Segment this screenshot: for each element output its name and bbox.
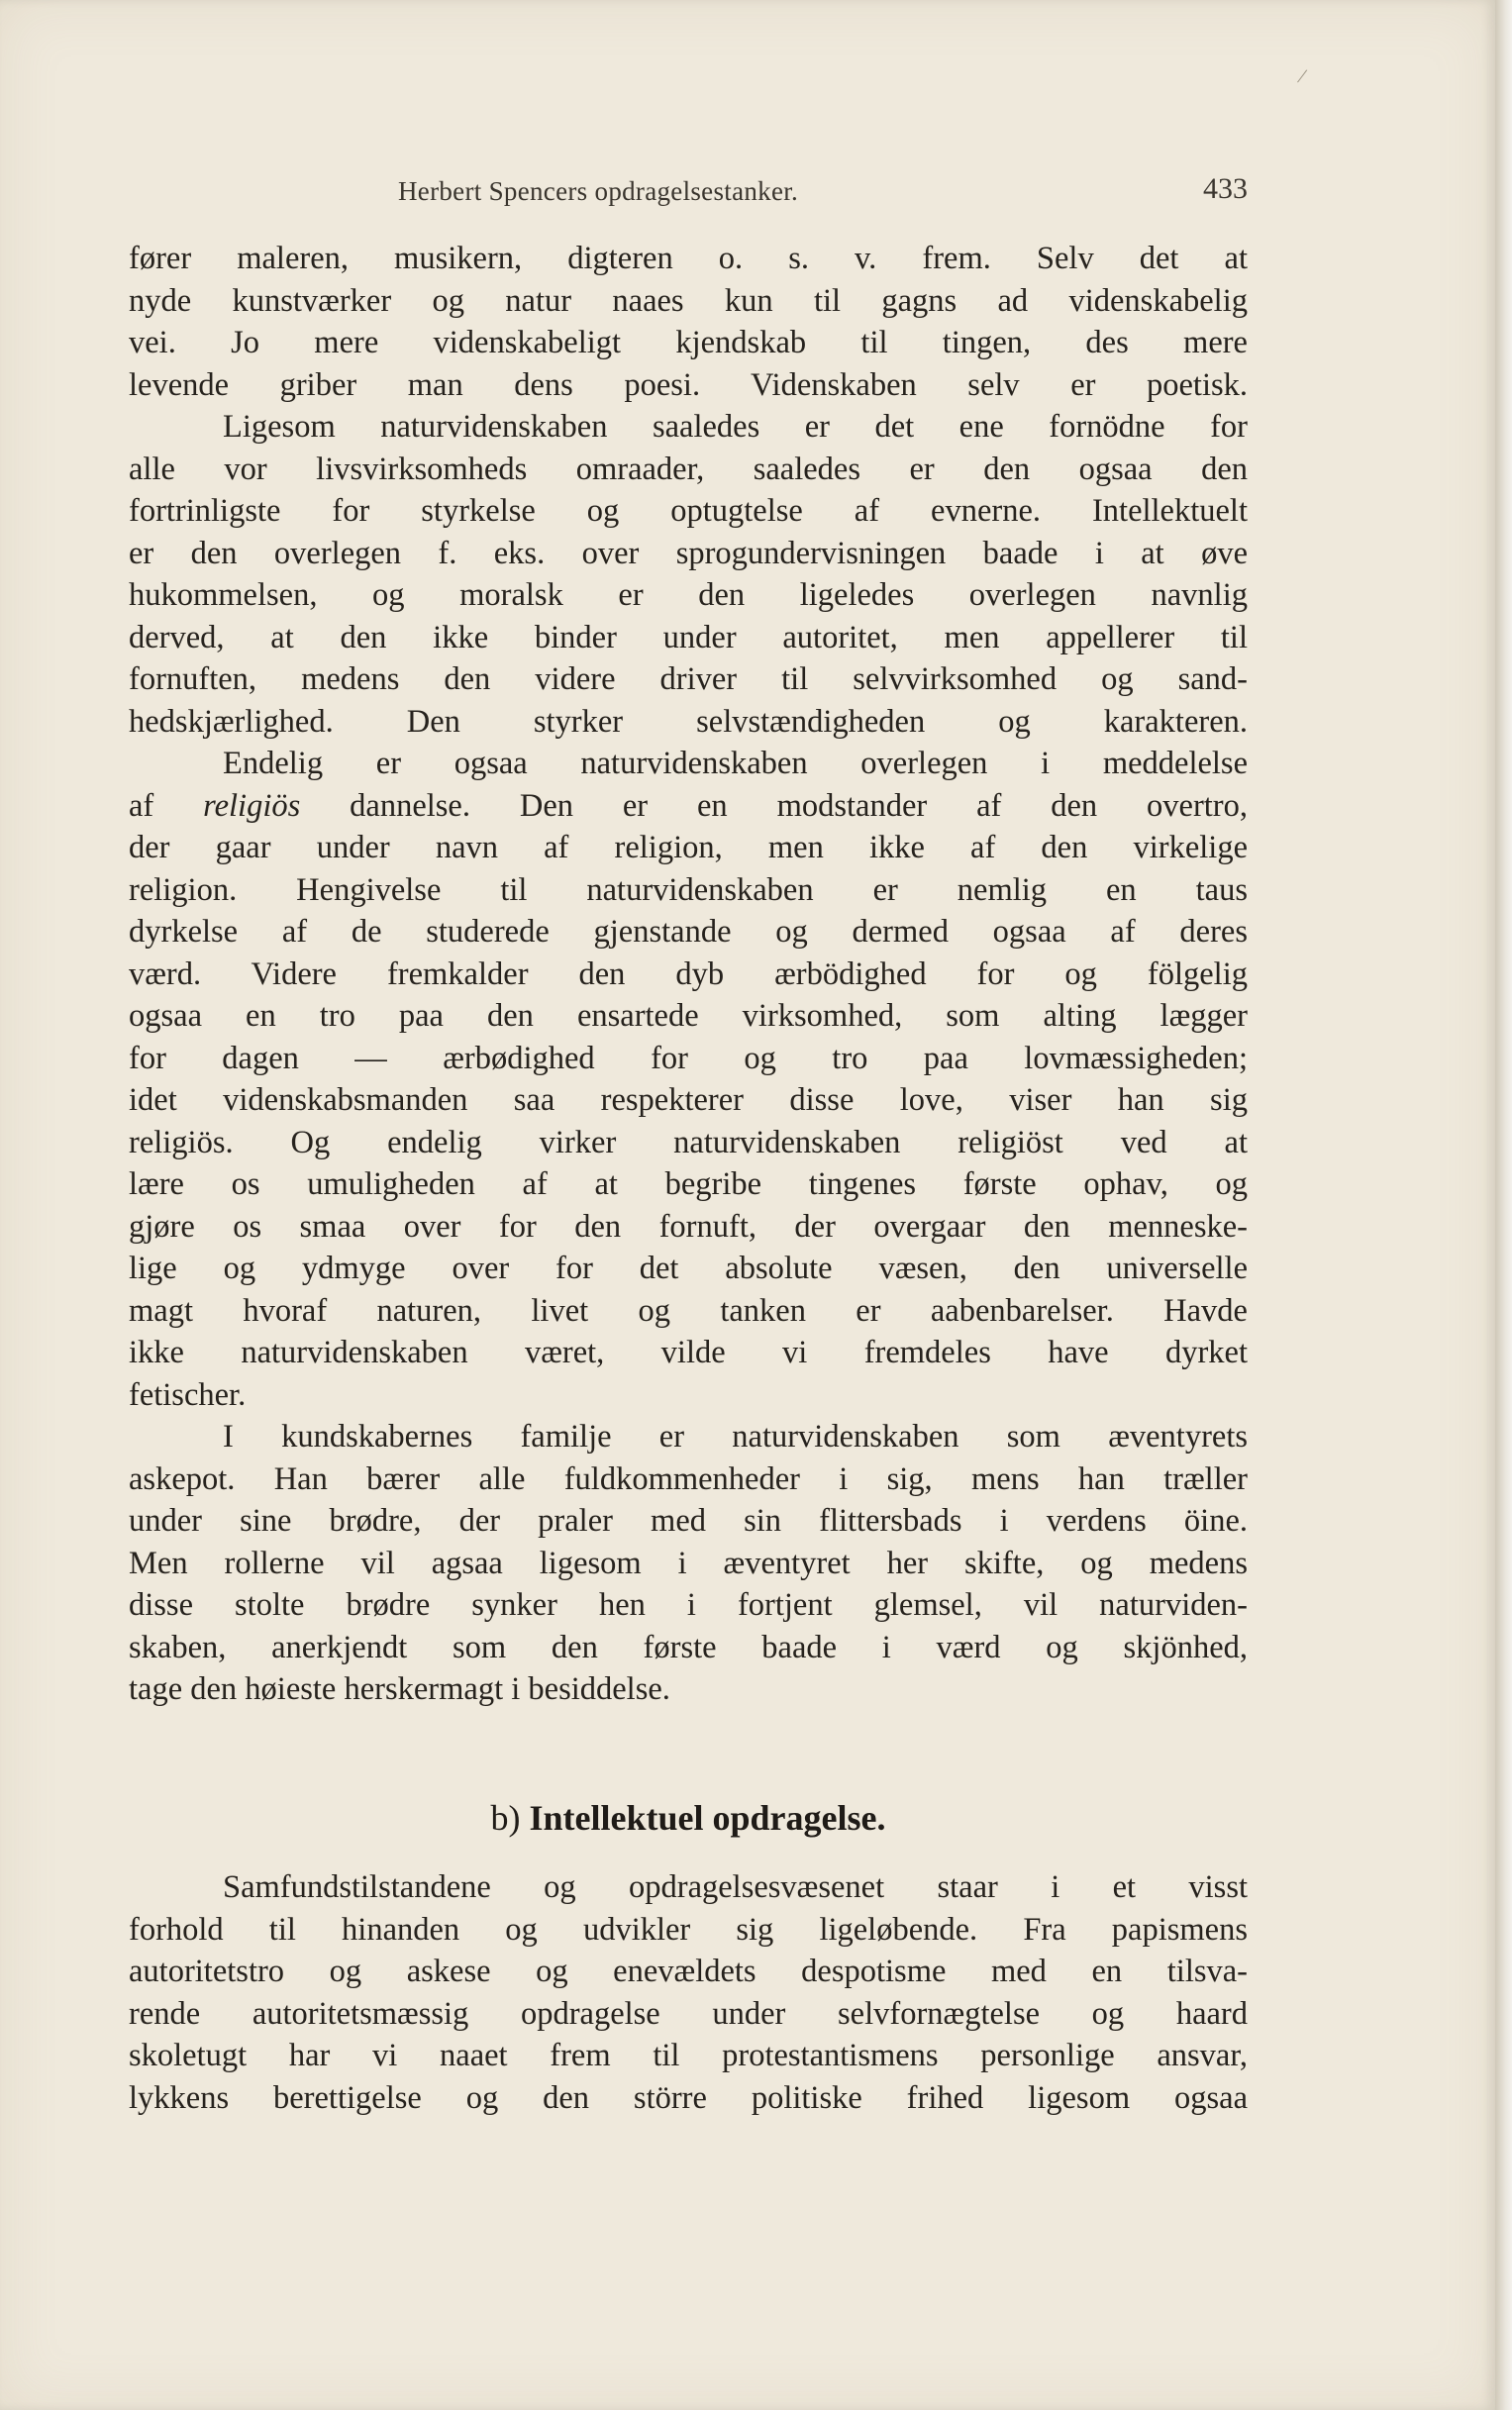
text-line: hukommelsen, og moralsk er den ligeledes overlegen navnlig: [129, 577, 1248, 613]
text-line: religion. Hengivelse til naturvidenskaben er nemlig en taus: [129, 871, 1248, 908]
text-line: rende autoritetsmæssig opdragelse under selvfornægtelse og haard: [129, 1995, 1248, 2032]
paragraph-start-line: Samfundstilstandene og opdragelsesvæsenet staar i et visst: [223, 1869, 1248, 1905]
body-text-section-2: [129, 1866, 1248, 2119]
text-line: askepot. Han bærer alle fuldkommenheder i sig, mens han træller: [129, 1460, 1248, 1497]
text-line: lige og ydmyge over for det absolute væsen, den universelle: [129, 1251, 1248, 1286]
body-text-section-1: [129, 238, 1248, 1711]
text-line-with-italic: [129, 785, 1248, 828]
text-line: hedskjærlighed. Den styrker selvstændigheden og karakteren.: [129, 703, 1248, 740]
text-line: religiös. Og endelig virker naturvidenskaben religiöst ved at: [129, 1124, 1248, 1160]
paragraph-end-line: tage den høieste herskermagt i besiddelse.: [129, 1671, 670, 1707]
text-line: dyrkelse af de studerede gjenstande og dermed ogsaa af deres: [129, 914, 1248, 950]
running-title: Herbert Spencers opdragelsestanker.: [398, 176, 799, 206]
line-prefix: af: [129, 787, 154, 824]
text-line: der gaar under navn af religion, men ikke af den virkelige: [129, 830, 1248, 865]
text-line: forhold til hinanden og udvikler sig ligeløbende. Fra papismens: [129, 1911, 1248, 1948]
section-heading-prefix: b): [490, 1798, 521, 1838]
section-heading: [129, 1797, 1248, 1839]
text-line: er den overlegen f. eks. over sprogundervisningen baade i at øve: [129, 535, 1248, 571]
text-line: magt hvoraf naturen, livet og tanken er aabenbarelser. Havde: [129, 1292, 1248, 1329]
page-edge: [1495, 0, 1512, 2410]
text-line: gjøre os smaa over for den fornuft, der overgaar den menneske-: [129, 1208, 1248, 1245]
italic-word: religiös: [203, 787, 301, 824]
text-line: disse stolte brødre synker hen i fortjent glemsel, vil naturviden-: [129, 1587, 1248, 1623]
section-heading-title: Intellektuel opdragelse.: [529, 1798, 886, 1838]
text-line: ogsaa en tro paa den ensartede virksomhed, som alting lægger: [129, 998, 1248, 1034]
text-line: idet videnskabsmanden saa respekterer disse love, viser han sig: [129, 1082, 1248, 1118]
text-line: skoletugt har vi naaet frem til protestantismens personlige ansvar,: [129, 2038, 1248, 2073]
text-line: fortrinligste for styrkelse og optugtelse af evnerne. Intellektuelt: [129, 493, 1248, 529]
text-line: fører maleren, musikern, digteren o. s. v. frem. Selv det at: [129, 241, 1248, 276]
text-line: under sine brødre, der praler med sin flittersbads i verdens öine.: [129, 1503, 1248, 1539]
text-line: nyde kunstværker og natur naaes kun til gagns ad videnskabelig: [129, 282, 1248, 319]
line-rest: dannelse. Den er en modstander af den overtro,: [350, 787, 1248, 824]
running-head: [129, 172, 1248, 216]
text-line: derved, at den ikke binder under autoritet, men appellerer til: [129, 619, 1248, 655]
text-line: lære os umuligheden af at begribe tingenes første ophav, og: [129, 1166, 1248, 1202]
text-line: Men rollerne vil agsaa ligesom i æventyret her skifte, og medens: [129, 1545, 1248, 1581]
text-line: skaben, anerkjendt som den første baade i værd og skjönhed,: [129, 1629, 1248, 1665]
text-line: fornuften, medens den videre driver til selvvirksomhed og sand-: [129, 661, 1248, 697]
paragraph-start-line: I kundskabernes familje er naturvidenskaben som æventyrets: [223, 1419, 1248, 1455]
text-line: autoritetstro og askese og enevældets despotisme med en tilsva-: [129, 1954, 1248, 1989]
paragraph-start-line: Ligesom naturvidenskaben saaledes er det ene fornödne for: [223, 409, 1248, 445]
text-line: Endelig er ogsaa naturvidenskaben overlegen i meddelelse: [223, 746, 1248, 781]
text-line: vei. Jo mere videnskabeligt kjendskab til tingen, des mere: [129, 325, 1248, 360]
text-line: lykkens berettigelse og den större politiske frihed ligesom ogsaa: [129, 2079, 1248, 2116]
text-line: for dagen — ærbødighed for og tro paa lovmæssigheden;: [129, 1040, 1248, 1076]
paragraph-end-line: fetischer.: [129, 1376, 247, 1413]
page-number: 433: [1203, 172, 1248, 205]
text-line: alle vor livsvirksomheds omraader, saaledes er den ogsaa den: [129, 451, 1248, 487]
text-line: værd. Videre fremkalder den dyb ærbödighed for og fölgelig: [129, 955, 1248, 992]
text-line: ikke naturvidenskaben været, vilde vi fremdeles have dyrket: [129, 1335, 1248, 1370]
margin-pencil-mark: /: [1295, 62, 1309, 89]
text-line: levende griber man dens poesi. Videnskaben selv er poetisk.: [129, 366, 1248, 403]
